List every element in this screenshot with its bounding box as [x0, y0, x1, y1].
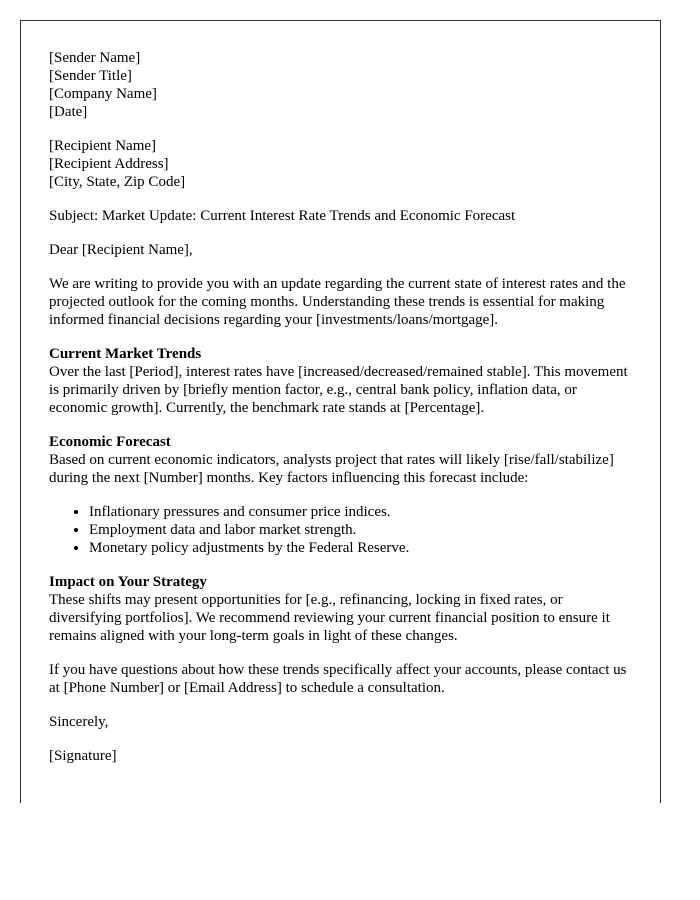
recipient-name: [Recipient Name]	[49, 138, 157, 154]
intro-paragraph: We are writing to provide you with an update regarding the current state of interest rates and the projected outlook for the coming months. Understanding these trends is essential for making informed financial decisions regarding your [investments/loans/mortgage].	[49, 276, 626, 328]
letter	[20, 20, 661, 803]
date: [Date]	[49, 104, 88, 120]
subject-line: Subject: Market Update: Current Interest Rate Trends and Economic Forecast	[49, 208, 516, 224]
recipient-city: [City, State, Zip Code]	[49, 174, 186, 190]
list-item: • Monetary policy adjustments by the Federal Reserve.	[89, 539, 632, 557]
section-body: Based on current economic indicators, analysts project that rates will likely [rise/fall/stabilize] during the next [Number] months. Key factors influencing this forecast include:	[49, 452, 614, 486]
section-body: Over the last [Period], interest rates have [increased/decreased/remained stable]. This movement is primarily driven by [briefly mention factor, e.g., central bank policy, inflation data, or economic growth]. Currently, the benchmark rate stands at [Percentage].	[49, 364, 628, 416]
sender-name: [Sender Name]	[49, 50, 141, 66]
company-name: [Company Name]	[49, 86, 157, 102]
salutation: Dear [Recipient Name],	[49, 242, 193, 258]
closing-paragraph: If you have questions about how these trends specifically affect your accounts, please contact us at [Phone Number] or [Email Address] to schedule a consultation.	[49, 662, 627, 696]
sender-block	[49, 49, 632, 121]
recipient-block	[49, 137, 632, 191]
recipient-address: [Recipient Address]	[49, 156, 169, 172]
section-heading: Impact on Your Strategy	[49, 574, 207, 590]
factor-list	[49, 503, 632, 557]
section-current-trends	[49, 345, 632, 417]
section-economic-forecast	[49, 433, 632, 487]
sender-title: [Sender Title]	[49, 68, 132, 84]
section-body: These shifts may present opportunities for [e.g., refinancing, locking in fixed rates, or diversifying portfolios]. We recommend reviewing your current financial position to ensure it remains aligned with your long-term goals in light of these changes.	[49, 592, 610, 644]
list-item: • Employment data and labor market strength.	[89, 521, 632, 539]
signature: [Signature]	[49, 748, 117, 764]
closing: Sincerely,	[49, 714, 109, 730]
section-impact-strategy	[49, 573, 632, 645]
section-heading: Economic Forecast	[49, 434, 171, 450]
section-heading: Current Market Trends	[49, 346, 202, 362]
list-item: • Inflationary pressures and consumer price indices.	[89, 503, 632, 521]
